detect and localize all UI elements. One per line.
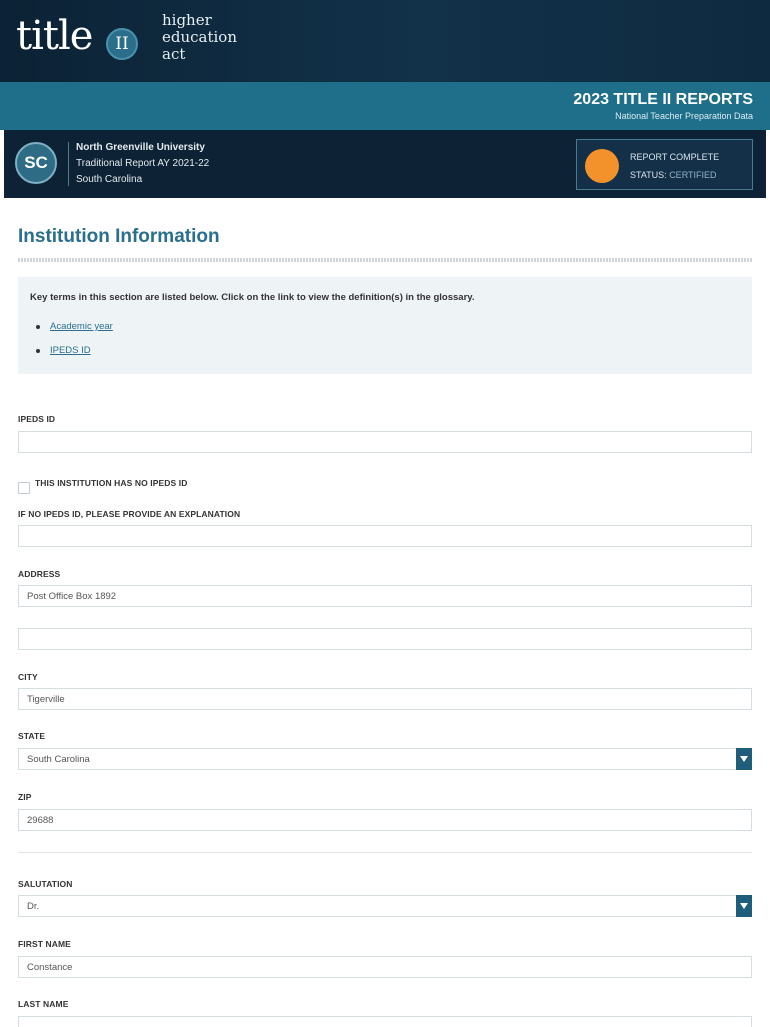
chevron-down-icon[interactable] bbox=[736, 895, 752, 917]
explanation-label: IF NO IPEDS ID, PLEASE PROVIDE AN EXPLANATION bbox=[18, 509, 241, 519]
institution-state: South Carolina bbox=[76, 174, 143, 185]
report-bar bbox=[0, 82, 770, 130]
salutation-select-value: Dr. bbox=[27, 901, 40, 912]
chevron-down-icon[interactable] bbox=[736, 748, 752, 770]
salutation-label: SALUTATION bbox=[18, 879, 73, 889]
no-ipeds-label: THIS INSTITUTION HAS NO IPEDS ID bbox=[35, 478, 188, 488]
page-title: Institution Information bbox=[18, 226, 220, 247]
address-label: ADDRESS bbox=[18, 569, 61, 579]
main-content bbox=[4, 198, 766, 1024]
report-title: 2023 TITLE II REPORTS bbox=[573, 91, 753, 108]
state-badge: SC bbox=[15, 142, 57, 184]
logo-word-education: education bbox=[162, 28, 237, 46]
logo-badge: II bbox=[106, 28, 138, 60]
explanation-input[interactable] bbox=[18, 525, 752, 547]
site-header bbox=[0, 0, 770, 82]
status-label: STATUS: bbox=[630, 170, 667, 180]
state-label: STATE bbox=[18, 731, 46, 741]
zip-label: ZIP bbox=[18, 792, 32, 802]
key-terms-list bbox=[36, 321, 113, 369]
address-line1-input[interactable]: Post Office Box 1892 bbox=[18, 585, 752, 607]
city-input[interactable]: Tigerville bbox=[18, 688, 752, 710]
ipeds-id-input[interactable] bbox=[18, 431, 752, 453]
glossary-link-academic-year[interactable]: Academic year bbox=[50, 321, 113, 332]
institution-details bbox=[76, 140, 209, 188]
institution-name: North Greenville University bbox=[76, 142, 205, 153]
glossary-link-ipeds-id[interactable]: IPEDS ID bbox=[50, 345, 91, 356]
list-item bbox=[36, 345, 113, 369]
state-select[interactable] bbox=[18, 748, 752, 770]
report-subtitle: National Teacher Preparation Data bbox=[615, 111, 753, 121]
divider bbox=[68, 142, 69, 186]
ipeds-id-label: IPEDS ID bbox=[18, 414, 56, 424]
key-terms-box bbox=[18, 277, 752, 374]
status-indicator-icon bbox=[585, 149, 619, 183]
key-terms-intro: Key terms in this section are listed below. Click on the link to view the definition(s) in the glossary. bbox=[30, 292, 475, 303]
institution-bar bbox=[4, 130, 766, 198]
salutation-select[interactable] bbox=[18, 895, 752, 917]
title-rule bbox=[18, 258, 752, 262]
last-name-input[interactable] bbox=[18, 1016, 752, 1027]
last-name-label: LAST NAME bbox=[18, 999, 69, 1009]
logo-word-higher: higher bbox=[162, 11, 212, 29]
zip-input[interactable]: 29688 bbox=[18, 809, 752, 831]
logo-word-act: act bbox=[162, 45, 186, 63]
first-name-input[interactable]: Constance bbox=[18, 956, 752, 978]
status-value: CERTIFIED bbox=[669, 170, 717, 180]
address-line2-input[interactable] bbox=[18, 628, 752, 650]
logo-title: title bbox=[16, 13, 93, 59]
city-label: CITY bbox=[18, 672, 38, 682]
section-divider bbox=[18, 852, 752, 853]
status-box bbox=[576, 139, 753, 190]
status-complete: REPORT COMPLETE bbox=[630, 152, 720, 162]
first-name-label: FIRST NAME bbox=[18, 939, 71, 949]
no-ipeds-checkbox[interactable] bbox=[18, 482, 30, 494]
state-select-value: South Carolina bbox=[27, 754, 90, 765]
list-item bbox=[36, 321, 113, 345]
status-line bbox=[630, 170, 717, 180]
logo-words bbox=[162, 12, 237, 63]
report-type: Traditional Report AY 2021-22 bbox=[76, 158, 210, 169]
